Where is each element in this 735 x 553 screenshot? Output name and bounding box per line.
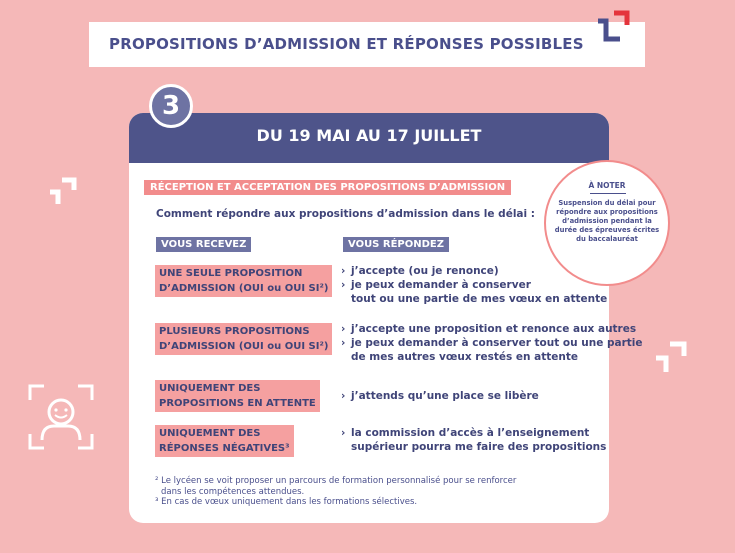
answer-item: › j’accepte (ou je renonce) bbox=[341, 265, 499, 277]
face-scan-icon bbox=[26, 382, 96, 452]
note-divider bbox=[590, 193, 626, 194]
step-number-badge: 3 bbox=[149, 84, 193, 128]
receive-tag: PLUSIEURS PROPOSITIONS D’ADMISSION (OUI ou OUI SI²) bbox=[155, 323, 332, 355]
timeline-card bbox=[129, 113, 609, 523]
answer-list: › j’accepte une proposition et renonce aux autres › je peux demander à conserver tout ou une partie de mes autres vœux restés en attente bbox=[341, 323, 643, 363]
bracket-deco-right bbox=[650, 338, 690, 378]
card-header bbox=[129, 113, 609, 163]
column-header-answer: VOUS RÉPONDEZ bbox=[343, 237, 449, 252]
receive-tag: UNIQUEMENT DES PROPOSITIONS EN ATTENTE bbox=[155, 380, 320, 412]
answer-item: › la commission d’accès à l’enseignement bbox=[341, 427, 590, 439]
answer-list: › la commission d’accès à l’enseignement supérieur pourra me faire des propositions bbox=[341, 427, 607, 453]
note-title: À NOTER bbox=[588, 181, 626, 190]
section-question: Comment répondre aux propositions d’admission dans le délai : bbox=[156, 208, 535, 220]
answer-item: › je peux demander à conserver bbox=[341, 279, 531, 291]
note-body: Suspension du délai pour répondre aux propositions d’admission pendant la durée des épreuves écrites du baccalauréat bbox=[554, 199, 660, 243]
answer-item: › j’attends qu’une place se libère bbox=[341, 390, 539, 402]
receive-tag: UNE SEULE PROPOSITION D’ADMISSION (OUI ou OUI SI²) bbox=[155, 265, 332, 297]
column-header-receive: VOUS RECEVEZ bbox=[156, 237, 251, 252]
page-title: PROPOSITIONS D’ADMISSION ET RÉPONSES POSSIBLES bbox=[109, 35, 584, 53]
bracket-deco-left bbox=[42, 172, 78, 208]
period-title: DU 19 MAI AU 17 JUILLET bbox=[256, 126, 482, 145]
answer-item: › j’accepte une proposition et renonce aux autres bbox=[341, 323, 637, 335]
answer-list: › j’accepte (ou je renonce) › je peux demander à conserver tout ou une partie de mes vœux en attente bbox=[341, 265, 608, 305]
answer-list bbox=[341, 389, 539, 403]
note-callout bbox=[544, 160, 670, 286]
answer-item: › je peux demander à conserver tout ou une partie bbox=[341, 337, 643, 349]
receive-tag: UNIQUEMENT DES RÉPONSES NÉGATIVES³ bbox=[155, 425, 294, 457]
brand-corner-logo bbox=[592, 3, 642, 48]
title-banner bbox=[89, 22, 645, 67]
footnotes: ² Le lycéen se voit proposer un parcours de formation personnalisé pour se renforcer dans les compétences attendues. ³ En cas de vœux uniquement dans les formations sélectives. bbox=[155, 476, 517, 507]
section-label: RÉCEPTION ET ACCEPTATION DES PROPOSITIONS D’ADMISSION bbox=[144, 180, 511, 195]
